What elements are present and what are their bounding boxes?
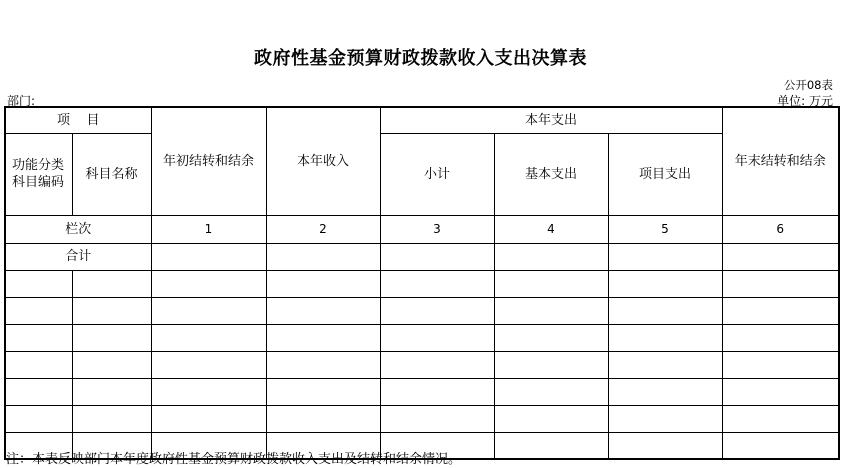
header-expense: 本年支出 [380,107,722,133]
table-cell [151,324,266,351]
table-cell [494,270,608,297]
table-cell [380,270,494,297]
header-row-2 [5,133,839,215]
table-cell [72,405,151,432]
table-row [5,297,839,324]
table-cell [5,324,72,351]
table-cell [151,351,266,378]
table-cell [72,378,151,405]
header-project: 项 目 [5,107,151,133]
header-income: 本年收入 [266,107,380,215]
total-cell [608,243,722,270]
total-cell [494,243,608,270]
column-number-6: 6 [722,215,839,243]
table-cell [494,405,608,432]
table-cell [608,297,722,324]
table-row [5,324,839,351]
table-cell [722,432,839,459]
table-cell [380,351,494,378]
table-cell [72,324,151,351]
table-cell [5,270,72,297]
header-subject-name: 科目名称 [72,133,151,215]
table-cell [380,405,494,432]
total-cell [151,243,266,270]
total-row [5,243,839,270]
table-cell [494,378,608,405]
column-number-2: 2 [266,215,380,243]
table-cell [266,324,380,351]
total-label: 合计 [5,243,151,270]
unit-label: 单位: 万元 [777,94,833,108]
table-cell [5,378,72,405]
table-cell [5,297,72,324]
table-cell [608,378,722,405]
total-cell [266,243,380,270]
table-cell [266,270,380,297]
total-cell [722,243,839,270]
table-row [5,270,839,297]
table-cell [722,324,839,351]
table-cell [151,297,266,324]
table-cell [380,378,494,405]
header-basic: 基本支出 [494,133,608,215]
table-cell [380,297,494,324]
header-begin-balance: 年初结转和结余 [151,107,266,215]
table-cell [608,351,722,378]
table-cell [266,378,380,405]
table-cell [494,297,608,324]
table-row [5,351,839,378]
report-table [4,106,840,460]
table-cell [494,432,608,459]
row-column-label: 栏次 [5,215,151,243]
table-cell [72,351,151,378]
table-cell [380,324,494,351]
header-subtotal: 小计 [380,133,494,215]
table-cell [608,405,722,432]
table-cell [722,270,839,297]
report-title: 政府性基金预算财政拨款收入支出决算表 [254,48,587,69]
table-cell [608,432,722,459]
column-number-3: 3 [380,215,494,243]
table-cell [722,351,839,378]
table-cell [5,405,72,432]
table-cell [608,324,722,351]
table-cell [722,297,839,324]
column-number-1: 1 [151,215,266,243]
table-cell [266,351,380,378]
column-number-row [5,215,839,243]
table-cell [608,270,722,297]
header-func-code: 功能分类科目编码 [5,133,72,215]
table-row [5,378,839,405]
header-end-balance: 年末结转和结余 [722,107,839,215]
table-cell [266,297,380,324]
table-cell [722,405,839,432]
table-cell [494,324,608,351]
form-number: 公开08表 [783,78,833,92]
table-cell [72,270,151,297]
total-cell [380,243,494,270]
department-label: 部门: [7,94,36,108]
table-cell [151,405,266,432]
table-cell [722,378,839,405]
header-row-1 [5,107,839,133]
footnote: 注：本表反映部门本年度政府性基金预算财政拨款收入支出及结转和结余情况。 [6,452,462,467]
table-cell [494,351,608,378]
table-cell [151,378,266,405]
table-row [5,405,839,432]
header-project-exp: 项目支出 [608,133,722,215]
table-cell [266,405,380,432]
column-number-4: 4 [494,215,608,243]
column-number-5: 5 [608,215,722,243]
table-cell [151,270,266,297]
table-cell [5,351,72,378]
table-cell [72,297,151,324]
